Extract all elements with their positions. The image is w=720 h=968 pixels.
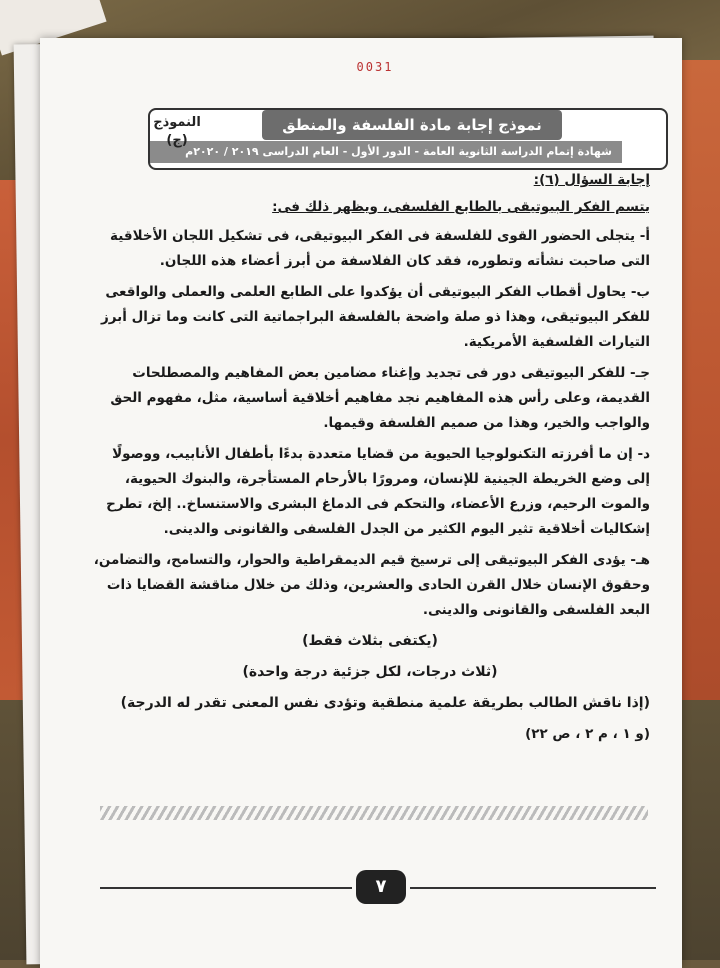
document-title: نموذج إجابة مادة الفلسفة والمنطق: [262, 110, 562, 140]
model-label: النموذج: [153, 115, 201, 130]
item-text: إن ما أفرزته التكنولوجيا الحيوية من قضايا متعددة بدءًا بأطفال الأنابيب، ووصولًا إلى وضع الخريطة الجينية للإنسان، ومرورًا بالأرحام المستأجرة، والبنوك الحيوية، والموت الرحيم، وزرع الأعضاء، والتحكم فى الدماغ البشرى والاستنساخ.. إلخ، تطرح إشكاليات أخلاقية تثير اليوم الكثير من الجدل الفلسفى والقانونى والدينى.: [106, 446, 650, 537]
answer-item-a: [90, 224, 650, 274]
question-heading: إجابة السؤال (٦):: [533, 172, 650, 188]
item-label: د-: [637, 446, 650, 462]
item-label: ب-: [630, 284, 650, 300]
answer-body: [90, 168, 650, 747]
model-letter: (ج): [166, 133, 188, 148]
item-label: أ-: [639, 228, 650, 244]
page-number: ٧: [356, 870, 406, 904]
model-indicator: [150, 114, 204, 158]
hatched-divider: [100, 806, 648, 820]
document-subtitle: شهادة إتمام الدراسة الثانوية العامة - الدور الأول - العام الدراسى ٢٠١٩ / ٢٠٢٠م: [150, 141, 622, 163]
note-discussion: (إذا ناقش الطالب بطريقة علمية منطقية وتؤدى نفس المعنى تقدر له الدرجة): [120, 695, 650, 711]
item-label: جـ-: [630, 365, 650, 381]
footer-line-right: [410, 887, 656, 889]
item-text: للفكر البيوتيقى دور فى تجديد وإغناء مضامين بعض المفاهيم والمصطلحات القديمة، وعلى رأس هذه المفاهيم نجد مفاهيم أخلاقية أساسية، مثل، مفهوم الحق والواجب والخير، وهذا من صميم الفلسفة وقيمها.: [110, 365, 650, 431]
reference: (و ١ ، م ٢ ، ص ٢٢): [525, 726, 650, 742]
document-code: 0031: [356, 60, 394, 74]
answer-item-b: [90, 280, 650, 355]
item-label: هـ-: [630, 552, 650, 568]
note-enough-three: (يكتفى بثلاث فقط): [302, 633, 438, 649]
item-text: يؤدى الفكر البيوتيقى إلى ترسيخ قيم الديمقراطية والحوار، والتسامح، والتضامن، وحقوق الإنسان خلال القرن الحادى والعشرين، وذلك من خلال مناقشة القضايا ذات البعد الفلسفى والقانونى والدينى.: [93, 552, 650, 618]
answer-item-d: [90, 442, 650, 542]
item-text: يتجلى الحضور القوى للفلسفة فى الفكر البيوتيقى، فى تشكيل اللجان الأخلاقية التى صاحبت نشأته وتطوره، فقد كان الفلاسفة من أبرز أعضاء هذه اللجان.: [110, 228, 650, 269]
note-marks: (ثلاث درجات، لكل جزئية درجة واحدة): [242, 664, 498, 680]
answer-intro: يتسم الفكر البيوتيقى بالطابع الفلسفى، ويظهر ذلك فى:: [272, 199, 650, 215]
answer-item-c: [90, 361, 650, 436]
item-text: يحاول أقطاب الفكر البيوتيقى أن يؤكدوا على الطابع العلمى والعملى والواقعى للفكر البيوتيقى، وهذا ذو صلة واضحة بالفلسفة البراجماتية التى كانت وما تزال أبرز التيارات الفلسفية الأمريكية.: [101, 284, 650, 350]
footer-line-left: [100, 887, 352, 889]
answer-item-e: [90, 548, 650, 623]
